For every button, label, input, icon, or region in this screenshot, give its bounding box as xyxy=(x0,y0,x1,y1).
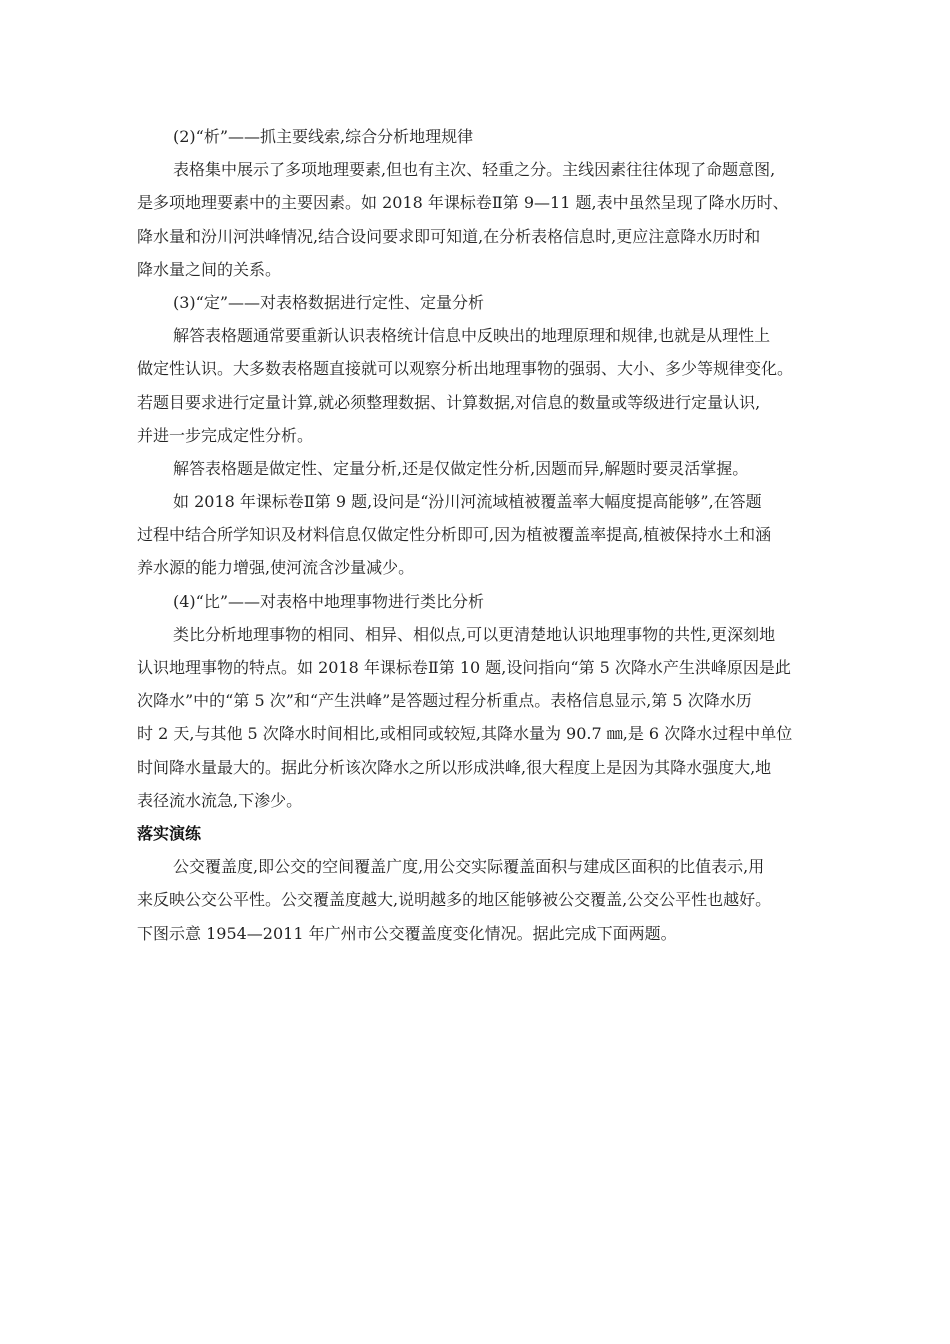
paragraph-line: 如 2018 年课标卷Ⅱ第 9 题,设问是“汾川河流域植被覆盖率大幅度提高能够”,在答题 xyxy=(173,492,762,512)
paragraph-line: 降水量和汾川河洪峰情况,结合设问要求即可知道,在分析表格信息时,更应注意降水历时和 xyxy=(137,226,761,246)
section-title: 落实演练 xyxy=(137,823,202,843)
paragraph-line: 认识地理事物的特点。如 2018 年课标卷Ⅱ第 10 题,设问指向“第 5 次降水产生洪峰原因是此 xyxy=(137,658,791,677)
practice-line: 公交覆盖度,即公交的空间覆盖广度,用公交实际覆盖面积与建成区面积的比值表示,用 xyxy=(173,857,765,877)
paragraph-line: 养水源的能力增强,使河流含沙量减少。 xyxy=(137,558,415,578)
paragraph-line: 表格集中展示了多项地理要素,但也有主次、轻重之分。主线因素往往体现了命题意图, xyxy=(173,160,776,180)
paragraph-line: 并进一步完成定性分析。 xyxy=(137,425,314,445)
paragraph-line: 时 2 天,与其他 5 次降水时间相比,或相同或较短,其降水量为 90.7 ㎜,是 6 次降水过程中单位 xyxy=(137,724,793,744)
document-body xyxy=(137,120,817,950)
practice-line: 来反映公交公平性。公交覆盖度越大,说明越多的地区能够被公交覆盖,公交公平性也越好。 xyxy=(137,890,772,910)
paragraph-line: 过程中结合所学知识及材料信息仅做定性分析即可,因为植被覆盖率提高,植被保持水土和涵 xyxy=(137,525,772,545)
paragraph-line: 表径流水流急,下渗少。 xyxy=(137,790,303,810)
paragraph-line: 降水量之间的关系。 xyxy=(137,259,282,279)
subheading-bi: (4)“比”——对表格中地理事物进行类比分析 xyxy=(173,591,485,611)
practice-line: 下图示意 1954—2011 年广州市公交覆盖度变化情况。据此完成下面两题。 xyxy=(137,923,677,943)
paragraph-line: 时间降水量最大的。据此分析该次降水之所以形成洪峰,很大程度上是因为其降水强度大,地 xyxy=(137,757,772,777)
paragraph-line: 做定性认识。大多数表格题直接就可以观察分析出地理事物的强弱、大小、多少等规律变化。 xyxy=(137,359,794,379)
paragraph-line: 解答表格题是做定性、定量分析,还是仅做定性分析,因题而异,解题时要灵活掌握。 xyxy=(173,458,749,478)
paragraph-line: 次降水”中的“第 5 次”和“产生洪峰”是答题过程分析重点。表格信息显示,第 5 次降水历 xyxy=(137,691,752,711)
subheading-ding: (3)“定”——对表格数据进行定性、定量分析 xyxy=(173,292,485,312)
paragraph-line: 是多项地理要素中的主要因素。如 2018 年课标卷Ⅱ第 9—11 题,表中虽然呈现了降水历时、 xyxy=(137,193,789,213)
subheading-xi: (2)“析”——抓主要线索,综合分析地理规律 xyxy=(173,127,474,146)
paragraph-line: 类比分析地理事物的相同、相异、相似点,可以更清楚地认识地理事物的共性,更深刻地 xyxy=(173,624,776,644)
paragraph-line: 解答表格题通常要重新认识表格统计信息中反映出的地理原理和规律,也就是从理性上 xyxy=(173,326,771,346)
paragraph-line: 若题目要求进行定量计算,就必须整理数据、计算数据,对信息的数量或等级进行定量认识, xyxy=(137,392,761,412)
